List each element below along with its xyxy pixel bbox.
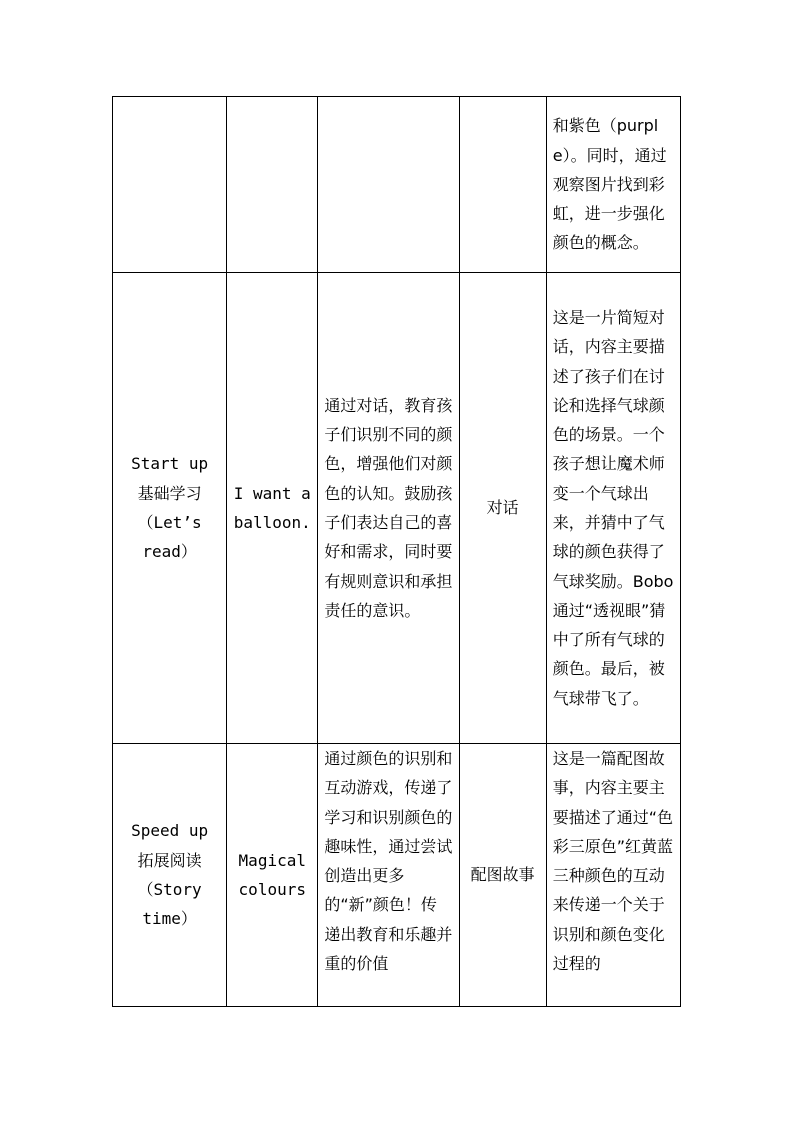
title-cell: I want a balloon. (227, 273, 318, 744)
content-table (112, 96, 681, 1007)
type-cell (459, 97, 546, 273)
description-cell: 这是一片简短对话，内容主要描述了孩子们在讨论和选择气球颜色的场景。一个孩子想让魔术师变一个气球出来，并猜中了气球的颜色获得了气球奖励。Bobo通过“透视眼”猜中了所有气球的颜色。最后，被气球带飞了。 (546, 273, 680, 744)
title-cell: Magical colours (227, 744, 318, 1007)
goal-cell: 通过对话，教育孩子们识别不同的颜色，增强他们对颜色的认知。鼓励孩子们表达自己的喜好和需求，同时要有规则意识和承担责任的意识。 (318, 273, 459, 744)
description-cell: 这是一篇配图故事，内容主要主要描述了通过“色彩三原色”红黄蓝三种颜色的互动来传递一个关于识别和颜色变化过程的 (546, 744, 680, 1007)
section-cell: Start up 基础学习 （Let’s read） (113, 273, 227, 744)
goal-cell (318, 97, 459, 273)
type-cell: 对话 (459, 273, 546, 744)
section-cell: Speed up 拓展阅读 （Story time） (113, 744, 227, 1007)
type-cell: 配图故事 (459, 744, 546, 1007)
table-row (113, 97, 681, 273)
section-cell (113, 97, 227, 273)
goal-cell: 通过颜色的识别和互动游戏，传递了学习和识别颜色的趣味性，通过尝试创造出更多的“新”颜色！传递出教育和乐趣并重的价值 (318, 744, 459, 1007)
table-row (113, 273, 681, 744)
table-row (113, 744, 681, 1007)
description-cell: 和紫色（purple）。同时，通过观察图片找到彩虹，进一步强化颜色的概念。 (546, 97, 680, 273)
title-cell (227, 97, 318, 273)
